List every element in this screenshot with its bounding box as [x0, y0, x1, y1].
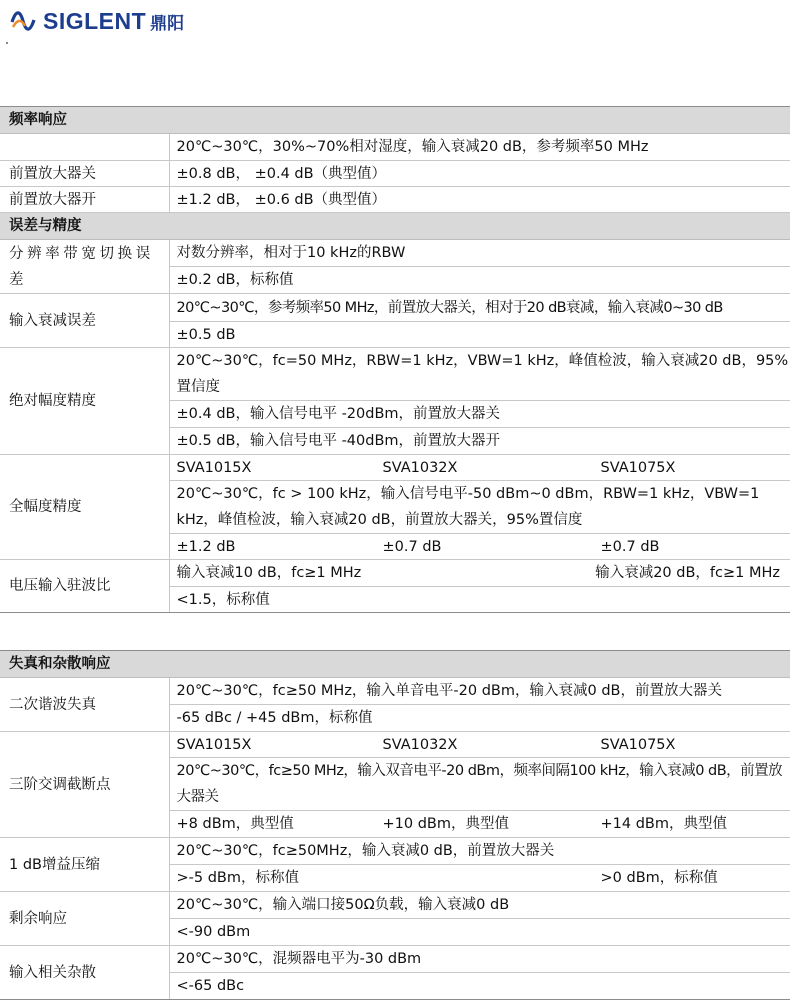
row-value: ±1.2 dB， ±0.6 dB（典型值）: [169, 187, 790, 213]
table-row: [0, 838, 790, 865]
siglent-logo: [10, 6, 184, 36]
row-value: ±0.2 dB，标称值: [169, 267, 790, 294]
vswr-condition-left: 输入衰减10 dB，fc≥1 MHz: [176, 565, 362, 581]
row-label: 剩余响应: [0, 892, 169, 946]
row-label: 二次谐波失真: [0, 678, 169, 732]
spec-table-amplitude: [0, 106, 790, 613]
row-label: 输入相关杂散: [0, 946, 169, 1000]
table-row: [0, 294, 790, 322]
table-row: [0, 732, 790, 758]
row-label: 1 dB增益压缩: [0, 838, 169, 892]
brand-name-cn: 鼎阳: [150, 13, 185, 34]
table-row: [0, 134, 790, 161]
row-label: 全幅度精度: [0, 455, 169, 560]
section-title: 失真和杂散响应: [0, 651, 790, 678]
model-name: SVA1032X: [382, 459, 458, 476]
model-name: SVA1075X: [600, 736, 676, 753]
table-row: [0, 348, 790, 401]
row-condition: 对数分辨率，相对于10 kHz的RBW: [169, 240, 790, 267]
row-label: 前置放大器开: [0, 187, 169, 213]
table-row: [0, 240, 790, 267]
row-condition: 20℃~30℃，fc≥50MHz，输入衰减0 dB，前置放大器关: [169, 838, 790, 865]
freq-condition: 20℃~30℃，30%~70%相对湿度，输入衰减20 dB，参考频率50 MHz: [169, 134, 790, 161]
section-title: 频率响应: [0, 107, 790, 134]
brand-name: SIGLENT: [43, 7, 147, 34]
model-value: ±0.7 dB: [600, 538, 660, 555]
table-row: [0, 946, 790, 973]
row-value: ±0.8 dB， ±0.4 dB（典型值）: [169, 161, 790, 187]
model-header-row: [169, 455, 790, 481]
model-value: +14 dBm，典型值: [600, 816, 727, 832]
row-condition: 20℃~30℃，fc > 100 kHz，输入信号电平-50 dBm~0 dBm，RBW=1 kHz，VBW=1 kHz，峰值检波，输入衰减20 dB，前置放大器关，95%置信度: [169, 481, 790, 534]
table-row: [0, 187, 790, 213]
model-value: ±1.2 dB: [176, 538, 236, 555]
table-row: [0, 161, 790, 187]
p1db-value-row: [169, 865, 790, 892]
model-value: +8 dBm，典型值: [176, 816, 294, 832]
model-header-row: [169, 732, 790, 758]
row-value: <-65 dBc: [169, 973, 790, 1000]
row-condition: 20℃~30℃，参考频率50 MHz，前置放大器关，相对于20 dB衰减，输入衰减0~30 dB: [169, 294, 790, 322]
model-value: ±0.7 dB: [382, 538, 442, 555]
row-value: ±0.5 dB，输入信号电平 -40dBm，前置放大器开: [169, 428, 790, 455]
row-condition: 20℃~30℃，fc≥50 MHz，输入双音电平-20 dBm，频率间隔100 kHz，输入衰减0 dB，前置放大器关: [169, 758, 790, 811]
table-row: [0, 560, 790, 587]
spec-table-distortion: [0, 650, 790, 1000]
section-header-freq-response: [0, 107, 790, 134]
row-condition: 20℃~30℃，输入端口接50Ω负载，输入衰减0 dB: [169, 892, 790, 919]
row-label: 前置放大器关: [0, 161, 169, 187]
vswr-condition-row: [169, 560, 790, 587]
model-value-row: [169, 811, 790, 838]
row-value: <1.5，标称值: [169, 587, 790, 613]
siglent-wave-icon: [10, 8, 40, 34]
row-value: ±0.5 dB: [169, 322, 790, 348]
margin-mark: [6, 42, 8, 44]
section-header-error-accuracy: [0, 213, 790, 240]
model-value: +10 dBm，典型值: [382, 816, 509, 832]
row-condition: 20℃~30℃，fc=50 MHz，RBW=1 kHz，VBW=1 kHz，峰值检波，输入衰减20 dB，95%置信度: [169, 348, 790, 401]
row-label: 三阶交调截断点: [0, 732, 169, 838]
p1db-value-left: >-5 dBm，标称值: [176, 870, 299, 886]
model-name: SVA1015X: [176, 736, 252, 753]
row-label: 输入衰减误差: [0, 294, 169, 348]
row-label: 电压输入驻波比: [0, 560, 169, 613]
model-name: SVA1075X: [600, 459, 676, 476]
section-header-distortion: [0, 651, 790, 678]
row-condition: 20℃~30℃，fc≥50 MHz，输入单音电平-20 dBm，输入衰减0 dB，前置放大器关: [169, 678, 790, 705]
model-name: SVA1032X: [382, 736, 458, 753]
section-title: 误差与精度: [0, 213, 790, 240]
row-label: 绝对幅度精度: [0, 348, 169, 455]
model-name: SVA1015X: [176, 459, 252, 476]
table-row: [0, 678, 790, 705]
p1db-value-right: >0 dBm，标称值: [600, 870, 718, 886]
row-value: ±0.4 dB，输入信号电平 -20dBm，前置放大器关: [169, 401, 790, 428]
row-condition: 20℃~30℃，混频器电平为-30 dBm: [169, 946, 790, 973]
table-row: [0, 892, 790, 919]
row-label: 分辨率带宽切换误差: [0, 240, 169, 294]
row-value: <-90 dBm: [169, 919, 790, 946]
vswr-condition-right: 输入衰减20 dB，fc≥1 MHz: [595, 565, 780, 581]
model-value-row: [169, 534, 790, 560]
p1db-value-spacer: [383, 866, 601, 890]
row-value: -65 dBc / +45 dBm，标称值: [169, 705, 790, 732]
row-label-empty: [0, 134, 169, 161]
table-row: [0, 455, 790, 481]
